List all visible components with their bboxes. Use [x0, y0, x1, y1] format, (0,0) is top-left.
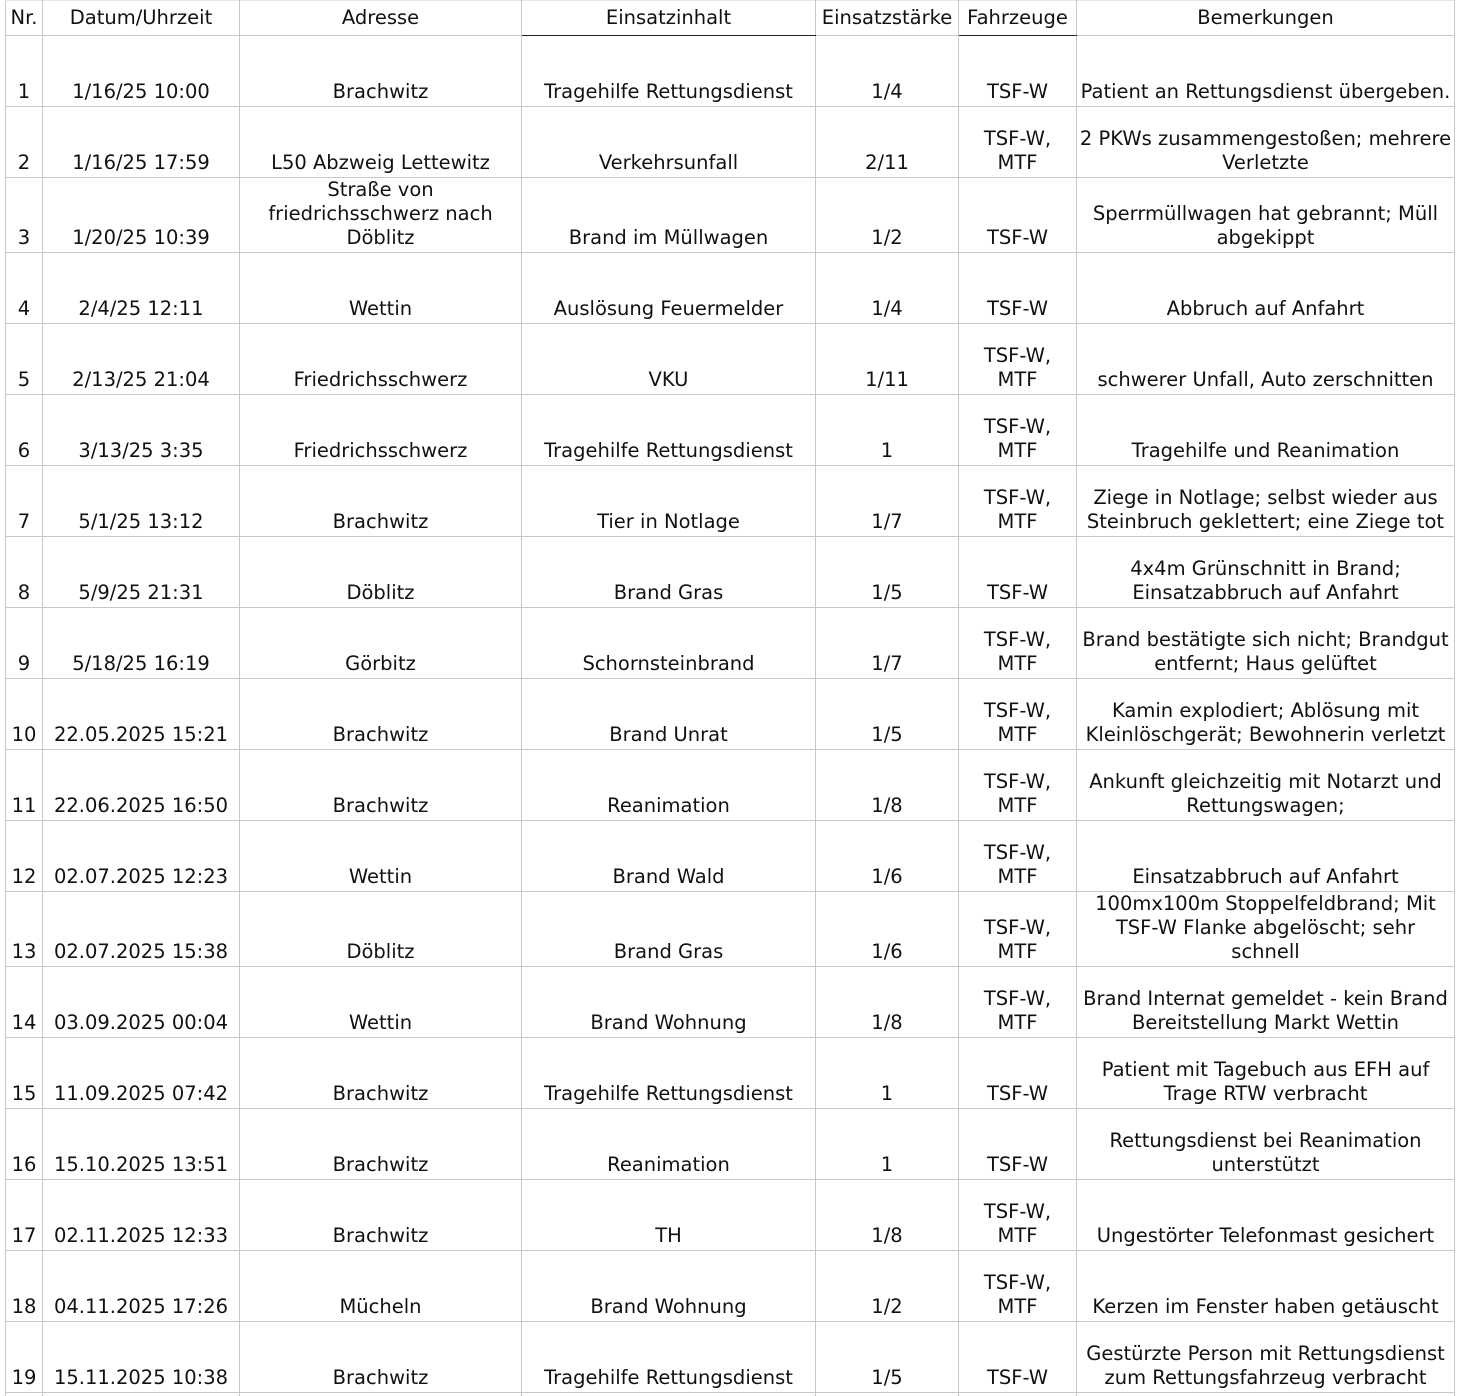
- einsatz-table: [5, 0, 1455, 1396]
- cell-einsatzstaerke[interactable]: 1/4: [816, 253, 959, 324]
- table-row: [6, 821, 1455, 892]
- table-row: [6, 537, 1455, 608]
- cell-einsatzinhalt[interactable]: Tragehilfe Rettungsdienst: [522, 1322, 816, 1393]
- cell-fahrzeuge[interactable]: TSF-W, MTF: [959, 892, 1077, 967]
- header-adresse[interactable]: Adresse: [240, 1, 522, 36]
- cell-nr[interactable]: 2: [6, 107, 43, 178]
- cell-nr[interactable]: 4: [6, 253, 43, 324]
- cell-adresse[interactable]: Wettin: [240, 821, 522, 892]
- cell-einsatzinhalt[interactable]: VKU: [522, 324, 816, 395]
- cell-einsatzinhalt[interactable]: Schornsteinbrand: [522, 608, 816, 679]
- cell-einsatzinhalt[interactable]: Tier in Notlage: [522, 466, 816, 537]
- cell-datum[interactable]: 15.10.2025 13:51: [43, 1109, 240, 1180]
- empty-cell[interactable]: [522, 1393, 816, 1396]
- cell-adresse[interactable]: Brachwitz: [240, 750, 522, 821]
- cell-adresse[interactable]: Brachwitz: [240, 679, 522, 750]
- cell-nr[interactable]: 19: [6, 1322, 43, 1393]
- cell-einsatzstaerke[interactable]: 1: [816, 1038, 959, 1109]
- cell-datum[interactable]: 22.06.2025 16:50: [43, 750, 240, 821]
- cell-bemerkungen[interactable]: Brand bestätigte sich nicht; Brandgut entfernt; Haus gelüftet: [1077, 608, 1455, 679]
- cell-nr[interactable]: 5: [6, 324, 43, 395]
- cell-einsatzinhalt[interactable]: Reanimation: [522, 1109, 816, 1180]
- cell-fahrzeuge[interactable]: TSF-W, MTF: [959, 1251, 1077, 1322]
- cell-datum[interactable]: 02.07.2025 15:38: [43, 892, 240, 967]
- cell-einsatzinhalt[interactable]: Brand Unrat: [522, 679, 816, 750]
- cell-einsatzstaerke[interactable]: 1/8: [816, 967, 959, 1038]
- cell-nr[interactable]: 12: [6, 821, 43, 892]
- table-row: [6, 892, 1455, 967]
- cell-fahrzeuge[interactable]: TSF-W, MTF: [959, 107, 1077, 178]
- cell-bemerkungen[interactable]: schwerer Unfall, Auto zerschnitten: [1077, 324, 1455, 395]
- cell-einsatzinhalt[interactable]: Brand Gras: [522, 892, 816, 967]
- header-nr[interactable]: Nr.: [6, 1, 43, 36]
- cell-datum[interactable]: 03.09.2025 00:04: [43, 967, 240, 1038]
- cell-fahrzeuge[interactable]: TSF-W, MTF: [959, 821, 1077, 892]
- cell-einsatzstaerke[interactable]: 1/2: [816, 1251, 959, 1322]
- table-row: [6, 608, 1455, 679]
- cell-datum[interactable]: 2/13/25 21:04: [43, 324, 240, 395]
- empty-cell[interactable]: [816, 1393, 959, 1396]
- cell-datum[interactable]: 2/4/25 12:11: [43, 253, 240, 324]
- table-row: [6, 967, 1455, 1038]
- table-row: [6, 750, 1455, 821]
- cell-nr[interactable]: 18: [6, 1251, 43, 1322]
- cell-einsatzinhalt[interactable]: Auslösung Feuermelder: [522, 253, 816, 324]
- cell-datum[interactable]: 15.11.2025 10:38: [43, 1322, 240, 1393]
- cell-fahrzeuge[interactable]: TSF-W, MTF: [959, 466, 1077, 537]
- table-row: [6, 253, 1455, 324]
- cell-datum[interactable]: 02.11.2025 12:33: [43, 1180, 240, 1251]
- table-row: [6, 1251, 1455, 1322]
- cell-adresse[interactable]: Wettin: [240, 967, 522, 1038]
- cell-datum[interactable]: 1/16/25 10:00: [43, 36, 240, 107]
- cell-datum[interactable]: 02.07.2025 12:23: [43, 821, 240, 892]
- cell-einsatzstaerke[interactable]: 1/11: [816, 324, 959, 395]
- cell-einsatzstaerke[interactable]: 1/8: [816, 750, 959, 821]
- cell-einsatzinhalt[interactable]: Brand Gras: [522, 537, 816, 608]
- cell-einsatzstaerke[interactable]: 1/4: [816, 36, 959, 107]
- cell-fahrzeuge[interactable]: TSF-W, MTF: [959, 679, 1077, 750]
- cell-nr[interactable]: 13: [6, 892, 43, 967]
- empty-cell[interactable]: [43, 1393, 240, 1396]
- cell-nr[interactable]: 14: [6, 967, 43, 1038]
- cell-adresse[interactable]: Brachwitz: [240, 1180, 522, 1251]
- cell-einsatzstaerke[interactable]: 1/7: [816, 608, 959, 679]
- cell-einsatzstaerke[interactable]: 1/5: [816, 679, 959, 750]
- cell-datum[interactable]: 5/18/25 16:19: [43, 608, 240, 679]
- cell-adresse[interactable]: Brachwitz: [240, 1038, 522, 1109]
- table-row: [6, 1038, 1455, 1109]
- empty-cell[interactable]: [959, 1393, 1077, 1396]
- cell-bemerkungen[interactable]: Ungestörter Telefonmast gesichert: [1077, 1180, 1455, 1251]
- cell-fahrzeuge[interactable]: TSF-W: [959, 1322, 1077, 1393]
- cell-einsatzstaerke[interactable]: 1/6: [816, 892, 959, 967]
- cell-adresse[interactable]: Brachwitz: [240, 1322, 522, 1393]
- cell-einsatzstaerke[interactable]: 1/8: [816, 1180, 959, 1251]
- cell-einsatzstaerke[interactable]: 1/5: [816, 537, 959, 608]
- cell-bemerkungen[interactable]: Rettungsdienst bei Reanimation unterstützt: [1077, 1109, 1455, 1180]
- cell-einsatzstaerke[interactable]: 1/2: [816, 178, 959, 253]
- cell-fahrzeuge[interactable]: TSF-W, MTF: [959, 750, 1077, 821]
- cell-einsatzinhalt[interactable]: TH: [522, 1180, 816, 1251]
- cell-nr[interactable]: 11: [6, 750, 43, 821]
- table-row: [6, 324, 1455, 395]
- cell-nr[interactable]: 3: [6, 178, 43, 253]
- cell-einsatzinhalt[interactable]: Brand Wohnung: [522, 967, 816, 1038]
- cell-einsatzstaerke[interactable]: 1: [816, 395, 959, 466]
- cell-bemerkungen[interactable]: Gestürzte Person mit Rettungsdienst zum Rettungsfahrzeug verbracht: [1077, 1322, 1455, 1393]
- header-bemerkungen[interactable]: Bemerkungen: [1077, 1, 1455, 36]
- cell-einsatzinhalt[interactable]: Brand Wohnung: [522, 1251, 816, 1322]
- table-row-partial: [6, 1393, 1455, 1396]
- cell-nr[interactable]: 16: [6, 1109, 43, 1180]
- cell-adresse[interactable]: Friedrichsschwerz: [240, 395, 522, 466]
- cell-adresse[interactable]: Straße von friedrichsschwerz nach Döblitz: [240, 178, 522, 253]
- cell-adresse[interactable]: Mücheln: [240, 1251, 522, 1322]
- cell-nr[interactable]: 17: [6, 1180, 43, 1251]
- cell-bemerkungen[interactable]: Kerzen im Fenster haben getäuscht: [1077, 1251, 1455, 1322]
- cell-adresse[interactable]: Görbitz: [240, 608, 522, 679]
- cell-datum[interactable]: 3/13/25 3:35: [43, 395, 240, 466]
- cell-fahrzeuge[interactable]: TSF-W: [959, 36, 1077, 107]
- cell-nr[interactable]: 7: [6, 466, 43, 537]
- cell-einsatzstaerke[interactable]: 1/6: [816, 821, 959, 892]
- cell-einsatzinhalt[interactable]: Tragehilfe Rettungsdienst: [522, 36, 816, 107]
- cell-adresse[interactable]: L50 Abzweig Lettewitz: [240, 107, 522, 178]
- cell-adresse[interactable]: Döblitz: [240, 892, 522, 967]
- table-row: [6, 1322, 1455, 1393]
- cell-nr[interactable]: 9: [6, 608, 43, 679]
- cell-adresse[interactable]: Döblitz: [240, 537, 522, 608]
- table-row: [6, 1180, 1455, 1251]
- cell-bemerkungen[interactable]: Patient mit Tagebuch aus EFH auf Trage RTW verbracht: [1077, 1038, 1455, 1109]
- cell-adresse[interactable]: Friedrichsschwerz: [240, 324, 522, 395]
- cell-fahrzeuge[interactable]: TSF-W, MTF: [959, 395, 1077, 466]
- cell-einsatzinhalt[interactable]: Tragehilfe Rettungsdienst: [522, 1038, 816, 1109]
- cell-einsatzstaerke[interactable]: 1/5: [816, 1322, 959, 1393]
- cell-nr[interactable]: 15: [6, 1038, 43, 1109]
- cell-nr[interactable]: 8: [6, 537, 43, 608]
- cell-bemerkungen[interactable]: Tragehilfe und Reanimation: [1077, 395, 1455, 466]
- empty-cell[interactable]: [6, 1393, 43, 1396]
- cell-datum[interactable]: 5/9/25 21:31: [43, 537, 240, 608]
- cell-nr[interactable]: 6: [6, 395, 43, 466]
- table-row: [6, 107, 1455, 178]
- cell-nr[interactable]: 10: [6, 679, 43, 750]
- header-einsatzinhalt[interactable]: Einsatzinhalt: [522, 1, 816, 36]
- empty-cell[interactable]: [1077, 1393, 1455, 1396]
- cell-einsatzinhalt[interactable]: Brand im Müllwagen: [522, 178, 816, 253]
- table-row: [6, 36, 1455, 107]
- cell-nr[interactable]: 1: [6, 36, 43, 107]
- header-row: [6, 1, 1455, 36]
- header-fahrzeuge[interactable]: Fahrzeuge: [959, 1, 1077, 36]
- cell-bemerkungen[interactable]: Sperrmüllwagen hat gebrannt; Müll abgekippt: [1077, 178, 1455, 253]
- cell-fahrzeuge[interactable]: TSF-W, MTF: [959, 967, 1077, 1038]
- cell-bemerkungen[interactable]: Patient an Rettungsdienst übergeben.: [1077, 36, 1455, 107]
- cell-fahrzeuge[interactable]: TSF-W, MTF: [959, 1180, 1077, 1251]
- cell-bemerkungen[interactable]: 2 PKWs zusammengestoßen; mehrere Verletzte: [1077, 107, 1455, 178]
- cell-einsatzinhalt[interactable]: Tragehilfe Rettungsdienst: [522, 395, 816, 466]
- cell-einsatzinhalt[interactable]: Verkehrsunfall: [522, 107, 816, 178]
- cell-adresse[interactable]: Wettin: [240, 253, 522, 324]
- cell-einsatzstaerke[interactable]: 1: [816, 1109, 959, 1180]
- cell-bemerkungen[interactable]: Ankunft gleichzeitig mit Notarzt und Rettungswagen;: [1077, 750, 1455, 821]
- cell-datum[interactable]: 1/16/25 17:59: [43, 107, 240, 178]
- empty-cell[interactable]: [240, 1393, 522, 1396]
- cell-fahrzeuge[interactable]: TSF-W: [959, 253, 1077, 324]
- cell-datum[interactable]: 04.11.2025 17:26: [43, 1251, 240, 1322]
- cell-fahrzeuge[interactable]: TSF-W, MTF: [959, 324, 1077, 395]
- cell-einsatzinhalt[interactable]: Reanimation: [522, 750, 816, 821]
- cell-bemerkungen[interactable]: Kamin explodiert; Ablösung mit Kleinlöschgerät; Bewohnerin verletzt: [1077, 679, 1455, 750]
- header-datum[interactable]: Datum/Uhrzeit: [43, 1, 240, 36]
- cell-einsatzstaerke[interactable]: 1/7: [816, 466, 959, 537]
- cell-adresse[interactable]: Brachwitz: [240, 36, 522, 107]
- cell-fahrzeuge[interactable]: TSF-W: [959, 1109, 1077, 1180]
- cell-fahrzeuge[interactable]: TSF-W, MTF: [959, 608, 1077, 679]
- cell-datum[interactable]: 22.05.2025 15:21: [43, 679, 240, 750]
- cell-bemerkungen[interactable]: 100mx100m Stoppelfeldbrand; Mit TSF-W Flanke abgelöscht; sehr schnell: [1077, 892, 1455, 967]
- table-row: [6, 395, 1455, 466]
- table-row: [6, 466, 1455, 537]
- cell-adresse[interactable]: Brachwitz: [240, 466, 522, 537]
- cell-bemerkungen[interactable]: Brand Internat gemeldet - kein Brand Bereitstellung Markt Wettin: [1077, 967, 1455, 1038]
- spreadsheet: [5, 0, 1455, 1396]
- table-row: [6, 679, 1455, 750]
- cell-bemerkungen[interactable]: Ziege in Notlage; selbst wieder aus Steinbruch geklettert; eine Ziege tot: [1077, 466, 1455, 537]
- header-einsatzstaerke[interactable]: Einsatzstärke: [816, 1, 959, 36]
- cell-bemerkungen[interactable]: Abbruch auf Anfahrt: [1077, 253, 1455, 324]
- cell-bemerkungen[interactable]: Einsatzabbruch auf Anfahrt: [1077, 821, 1455, 892]
- table-row: [6, 1109, 1455, 1180]
- cell-einsatzstaerke[interactable]: 2/11: [816, 107, 959, 178]
- cell-fahrzeuge[interactable]: TSF-W: [959, 1038, 1077, 1109]
- cell-fahrzeuge[interactable]: TSF-W: [959, 537, 1077, 608]
- cell-bemerkungen[interactable]: 4x4m Grünschnitt in Brand; Einsatzabbruch auf Anfahrt: [1077, 537, 1455, 608]
- cell-datum[interactable]: 5/1/25 13:12: [43, 466, 240, 537]
- table-row: [6, 178, 1455, 253]
- cell-datum[interactable]: 11.09.2025 07:42: [43, 1038, 240, 1109]
- cell-fahrzeuge[interactable]: TSF-W: [959, 178, 1077, 253]
- cell-einsatzinhalt[interactable]: Brand Wald: [522, 821, 816, 892]
- cell-datum[interactable]: 1/20/25 10:39: [43, 178, 240, 253]
- cell-adresse[interactable]: Brachwitz: [240, 1109, 522, 1180]
